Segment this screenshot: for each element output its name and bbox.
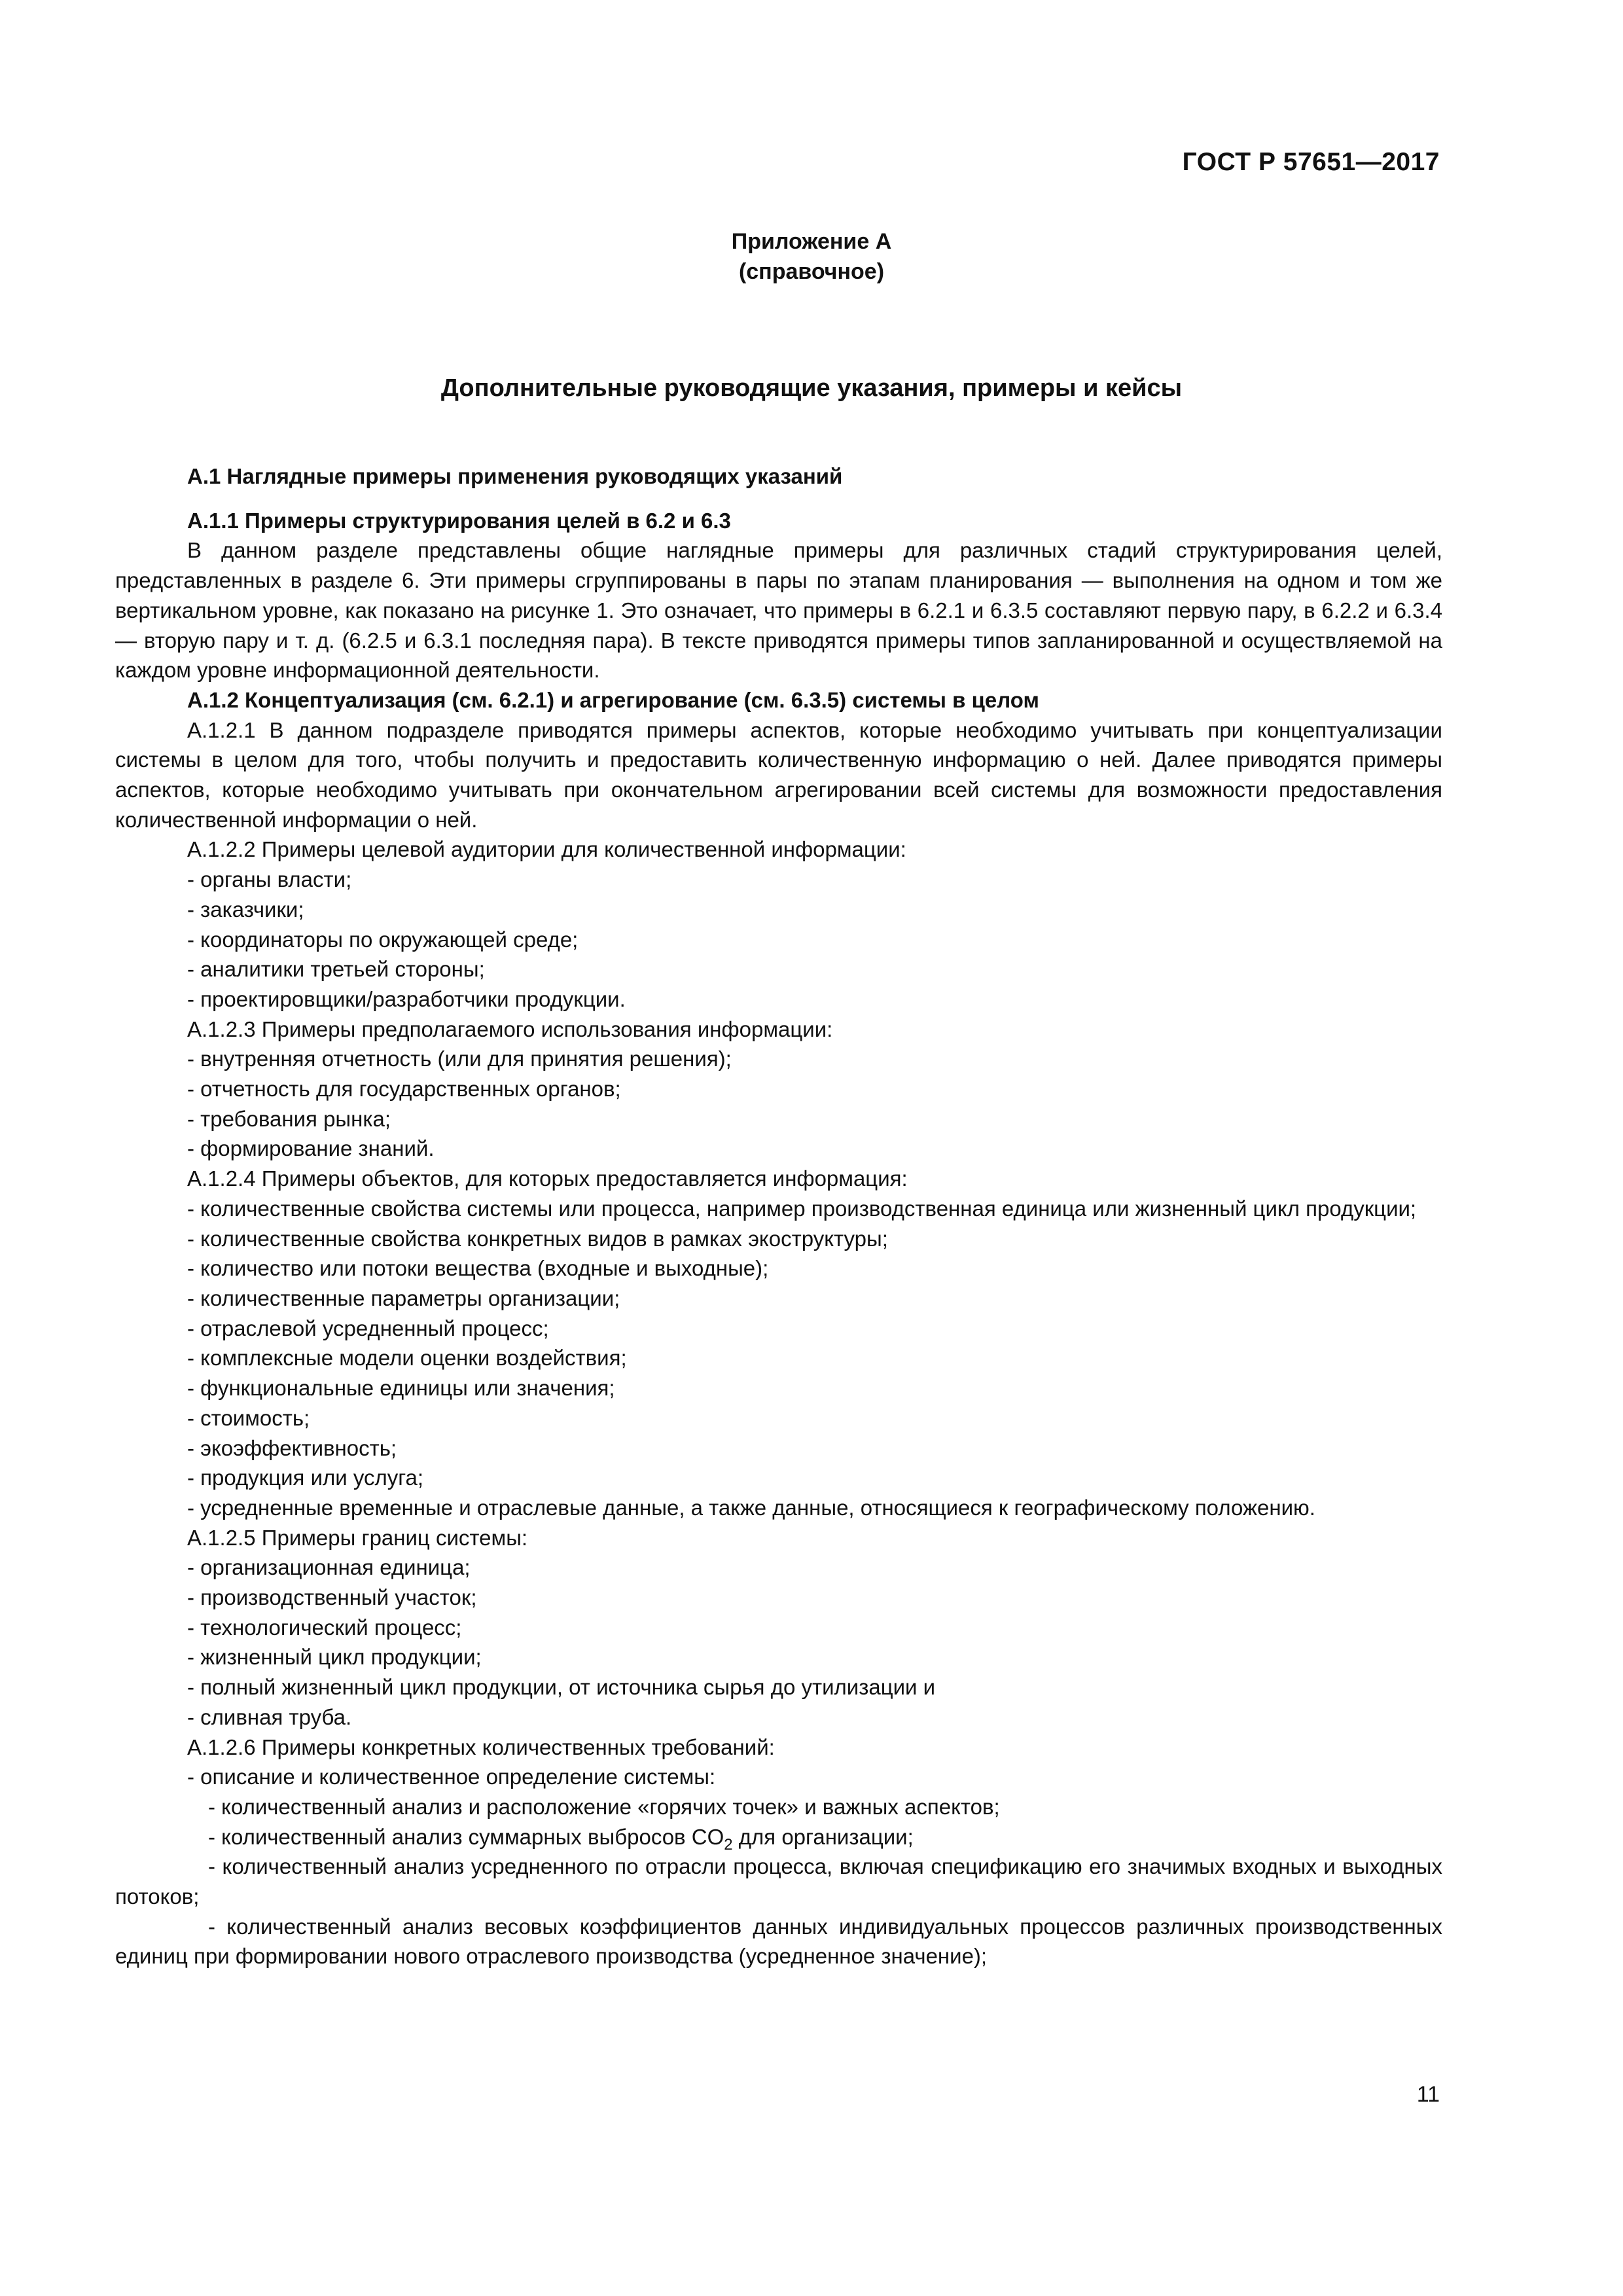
list-item: - количественные свойства системы или процесса, например производственная единица или жизненный цикл продукции; (187, 1196, 1417, 1221)
list-item: - описание и количественное определение системы: (187, 1765, 716, 1789)
section-a12-heading: А.1.2 Концептуализация (см. 6.2.1) и агрегирование (см. 6.3.5) системы в целом (187, 687, 1039, 712)
section-a126-intro: А.1.2.6 Примеры конкретных количественных требований: (187, 1734, 775, 1759)
list-item: - комплексные модели оценки воздействия; (187, 1346, 627, 1371)
sub-list-item: - количественный анализ усредненного по отрасли процесса, включая спецификацию его значимых входных и выходных потоков; (115, 1854, 1442, 1909)
list-item: - производственный участок; (187, 1585, 477, 1610)
sub-list-item (115, 1822, 1442, 1852)
appendix-note: (справочное) (738, 259, 885, 284)
list-item: - формирование знаний. (187, 1136, 435, 1161)
page-title: Дополнительные руководящие указания, примеры и кейсы (440, 374, 1183, 402)
list-item: - технологический процесс; (187, 1615, 462, 1640)
list-item: - продукция или услуга; (187, 1465, 424, 1490)
list-item: - организационная единица; (187, 1555, 471, 1580)
page-number: 11 (1416, 2082, 1440, 2107)
sub-list-item: - количественный анализ весовых коэффициентов данных индивидуальных процессов различных производственных единиц при формировании нового отраслевого производства (усредненное значение); (115, 1914, 1442, 1969)
section-a11-heading: А.1.1 Примеры структурирования целей в 6.2 и 6.3 (187, 508, 731, 533)
appendix-block (0, 226, 1623, 287)
list-item: - функциональные единицы или значения; (187, 1376, 615, 1401)
list-item: - стоимость; (187, 1405, 310, 1430)
list-item: - проектировщики/разработчики продукции. (187, 986, 626, 1011)
list-item: - количественные свойства конкретных видов в рамках экоструктуры; (187, 1226, 888, 1251)
list-item: - сливная труба. (187, 1704, 352, 1729)
appendix-title: Приложение А (731, 229, 892, 254)
list-item: - аналитики третьей стороны; (187, 957, 485, 982)
section-a122-intro: А.1.2.2 Примеры целевой аудитории для количественной информации: (187, 837, 906, 862)
list-item: - заказчики; (187, 897, 304, 922)
document-body (115, 461, 1442, 1971)
subscript-two: 2 (724, 1835, 733, 1854)
section-a124-intro: А.1.2.4 Примеры объектов, для которых предоставляется информация: (187, 1166, 908, 1191)
list-item: - экоэффективность; (187, 1435, 397, 1460)
section-a123-intro: А.1.2.3 Примеры предполагаемого использования информации: (187, 1016, 833, 1041)
sub-list-item: - количественный анализ и расположение «горячих точек» и важных аспектов; (208, 1794, 1000, 1819)
section-a121-paragraph: А.1.2.1 В данном подразделе приводятся примеры аспектов, которые необходимо учитывать при концептуализации системы в целом для того, чтобы получить и предоставить количественную информацию о ней. Далее приводятся примеры аспектов, которые необходимо учитывать при окончательном агрегировании всей системы для возможности предоставления количественной информации о ней. (115, 717, 1442, 832)
list-item: - отраслевой усредненный процесс; (187, 1316, 549, 1340)
list-item: - органы власти; (187, 867, 352, 892)
list-item: - требования рынка; (187, 1106, 391, 1131)
standard-designation: ГОСТ Р 57651—2017 (1182, 148, 1440, 176)
list-item: - полный жизненный цикл продукции, от источника сырья до утилизации и (187, 1675, 936, 1700)
list-item: - количество или потоки вещества (входные и выходные); (187, 1256, 769, 1281)
section-a11-paragraph: В данном разделе представлены общие наглядные примеры для различных стадий структурирования целей, представленных в разделе 6. Эти примеры сгруппированы в пары по этапам планирования — выполнения на одном и том же вертикальном уровне, как показано на рисунке 1. Это означает, что примеры в 6.2.1 и 6.3.5 составляют первую пару, в 6.2.2 и 6.3.4 — вторую пару и т. д. (6.2.5 и 6.3.1 последняя пара). В тексте приводятся примеры типов запланированной и осуществляемой на каждом уровне информационной деятельности. (115, 538, 1442, 683)
sub-list-item-text-end: для организации; (732, 1824, 914, 1849)
list-item: - координаторы по окружающей среде; (187, 927, 579, 952)
list-item: - внутренняя отчетность (или для принятия решения); (187, 1047, 732, 1071)
list-item: - количественные параметры организации; (187, 1285, 620, 1310)
list-item: - отчетность для государственных органов; (187, 1077, 621, 1102)
section-a1-heading: А.1 Наглядные примеры применения руководящих указаний (187, 464, 843, 488)
section-a125-intro: А.1.2.5 Примеры границ системы: (187, 1525, 528, 1550)
list-item: - усредненные временные и отраслевые данные, а также данные, относящиеся к географическому положению. (187, 1495, 1315, 1520)
list-item: - жизненный цикл продукции; (187, 1645, 482, 1670)
sub-list-item-text: - количественный анализ суммарных выбросов CO (208, 1824, 724, 1849)
